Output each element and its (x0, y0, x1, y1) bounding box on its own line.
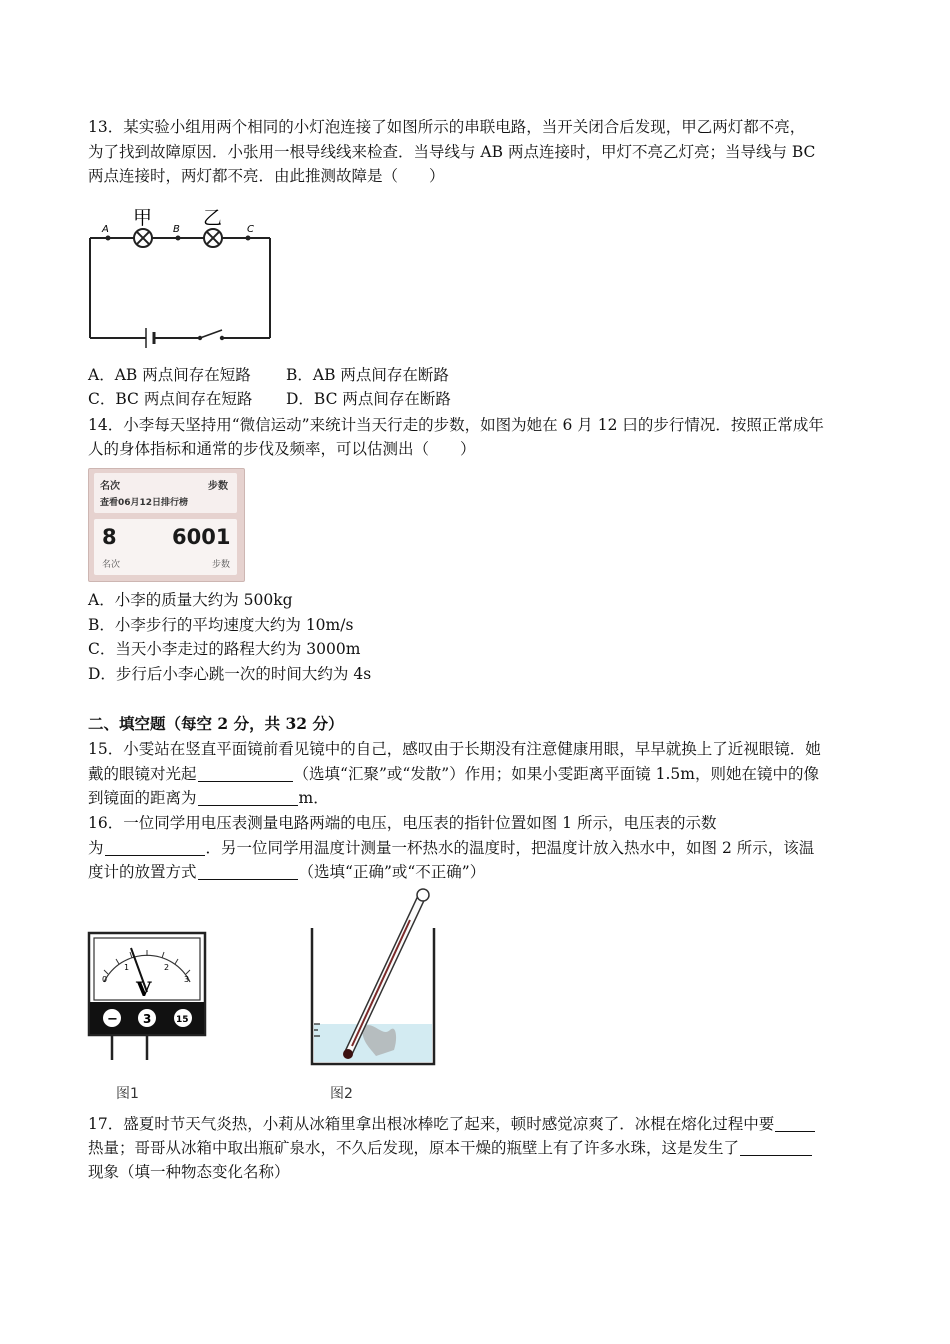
q14-option-a[interactable]: A．小李的质量大约为 500kg (88, 591, 293, 609)
q13-line-3: 两点连接时，两灯都不亮．由此推测故障是（ ） (88, 167, 445, 185)
terminal-negative: − (107, 1012, 118, 1027)
ranking-link: 查看06月12日排行榜 (100, 498, 189, 508)
voltmeter-scale-1: 1 (124, 963, 130, 972)
thermometer-beaker-figure (300, 888, 450, 1078)
steps-label-bottom: 步数 (212, 560, 231, 570)
q14-option-c[interactable]: C．当天小李走过的路程大约为 3000m (88, 640, 361, 658)
q15-text-2a: 戴的眼镜对光起 (88, 765, 197, 783)
q14-line-1: 14．小李每天坚持用“微信运动”来统计当天行走的步数，如图为她在 6 月 12 曰的步行情况．按照正常成年 (88, 416, 824, 434)
q15-line-1: 15．小雯站在竖直平面镜前看见镜中的自己，感叹由于长期没有注意健康用眼，早早就换上了近视眼镜．她 (88, 740, 821, 758)
voltmeter-scale-3: 3 (184, 975, 190, 984)
q16-text-2b: ．另一位同学用温度计测量一杯热水的温度时，把温度计放入热水中，如图 2 所示，该温 (205, 839, 815, 857)
q13-option-b[interactable]: B．AB 两点间存在断路 (286, 366, 449, 384)
steps-card-body (94, 519, 237, 575)
series-circuit-diagram (82, 200, 282, 350)
voltmeter-symbol: V (136, 977, 152, 1001)
q16-line-3 (88, 861, 485, 883)
q16-text-3a: 度计的放置方式 (88, 863, 197, 881)
q17-text-1a: 17．盛夏时节天气炎热，小莉从冰箱里拿出根冰棒吃了起来，顿时感觉凉爽了．冰棍在熔化过程中要 (88, 1115, 775, 1133)
voltmeter-scale-0: 0 (102, 975, 108, 984)
q16-line-2 (88, 837, 814, 859)
figure-2-caption: 图2 (330, 1086, 353, 1102)
steps-card-header (94, 473, 237, 513)
q14-option-d[interactable]: D．步行后小李心跳一次的时间大约为 4s (88, 665, 372, 683)
q13-line-1: 13．某实验小组用两个相同的小灯泡连接了如图所示的串联电路，当开关闭合后发现，甲乙两灯都不亮， (88, 118, 806, 136)
q15-line-3 (88, 787, 329, 809)
lamp-jia-label: 甲 (133, 207, 153, 229)
steps-value: 6001 (172, 525, 231, 549)
lamp-yi-label: 乙 (203, 207, 223, 229)
terminal-3: 3 (143, 1012, 152, 1026)
q15-text-3a: 到镜面的距离为 (88, 789, 197, 807)
q16-blank-2[interactable] (198, 863, 298, 880)
q17-line-2 (88, 1137, 813, 1159)
q14-option-b[interactable]: B．小李步行的平均速度大约为 10m/s (88, 616, 354, 634)
q16-text-2a: 为 (88, 839, 104, 857)
wechat-steps-card (88, 468, 245, 582)
point-c-label: C (247, 224, 254, 235)
q13-option-a[interactable]: A．AB 两点间存在短路 (88, 366, 251, 384)
rank-value: 8 (102, 525, 117, 549)
q14-line-2: 人的身体指标和通常的步伐及频率，可以估测出（ ） (88, 440, 476, 458)
q15-blank-1[interactable] (198, 765, 293, 782)
q13-option-c[interactable]: C．BC 两点间存在短路 (88, 390, 253, 408)
q17-line-1 (88, 1113, 816, 1135)
q15-text-2b: （选填“汇聚”或“发散”）作用；如果小雯距离平面镜 1.5m，则她在镜中的像 (293, 765, 819, 783)
q13-options-row-1 (88, 364, 449, 386)
q15-blank-2[interactable] (198, 789, 298, 806)
q17-blank-2[interactable] (740, 1139, 812, 1156)
figure-1-caption: 图1 (116, 1086, 139, 1102)
q16-text-3b: （选填“正确”或“不正确”） (298, 863, 486, 881)
terminal-15: 15 (176, 1015, 189, 1025)
rank-label: 名次 (100, 481, 120, 492)
rank-label-bottom: 名次 (102, 560, 121, 570)
section-2-title: 二、填空题（每空 2 分，共 32 分） (88, 714, 344, 733)
q15-line-2 (88, 763, 819, 785)
steps-label: 步数 (208, 481, 228, 492)
voltmeter-figure (86, 930, 210, 1062)
q17-blank-1[interactable] (775, 1115, 815, 1132)
point-b-label: B (173, 224, 180, 235)
q13-line-2: 为了找到故障原因．小张用一根导线线来检查．当导线与 AB 两点连接时，甲灯不亮乙灯亮；当导线与 BC (88, 143, 816, 161)
q17-line-3: 现象（填一种物态变化名称） (88, 1163, 290, 1181)
q13-option-d[interactable]: D．BC 两点间存在断路 (286, 390, 451, 408)
voltmeter-scale-2: 2 (164, 963, 170, 972)
point-a-label: A (102, 224, 109, 235)
q13-options-row-2 (88, 388, 451, 410)
q17-text-2a: 热量；哥哥从冰箱中取出瓶矿泉水，不久后发现，原本干燥的瓶壁上有了许多水珠，这是发生了 (88, 1139, 740, 1157)
q16-line-1: 16．一位同学用电压表测量电路两端的电压，电压表的指针位置如图 1 所示，电压表的示数 (88, 814, 717, 832)
q15-text-3b: m． (298, 789, 329, 807)
q16-blank-1[interactable] (105, 839, 205, 856)
